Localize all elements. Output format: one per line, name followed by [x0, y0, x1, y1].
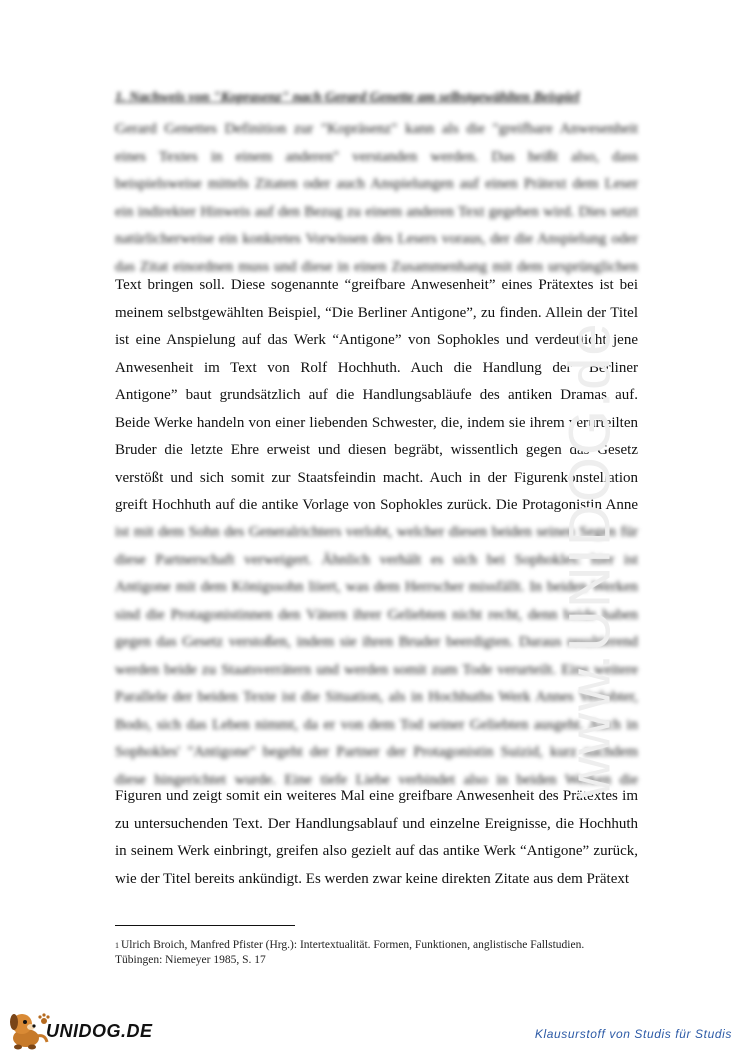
footnote: [115, 938, 645, 968]
text-line: Beide Werke handeln von einer liebenden Schwester, die, indem sie ihrem verurteilten: [115, 414, 638, 431]
text-line: natürlicherweise ein konkretes Vorwissen des Lesers voraus, der die Anspielung oder: [115, 231, 638, 247]
text-line: meinem selbstgewählten Beispiel, “Die Berliner Antigone”, zu finden. Allein der Titel: [115, 304, 638, 321]
text-line: eines Textes in einem anderen" verstanden werden. Das heißt also, dass: [115, 148, 638, 165]
text-line: Text bringen soll. Diese sogenannte “greifbare Anwesenheit” eines Prätextes ist bei: [115, 277, 638, 293]
text-line: Antigone mit dem Königssohn liiert, was dem Herrscher missfällt. In beiden Werken: [115, 579, 638, 595]
text-line: diese hingerichtet wurde. Eine tiefe Liebe verbindet also in beiden Werken die: [115, 771, 638, 788]
logo-text: UNIDOG.DE: [46, 1021, 153, 1041]
footnote-line-1: Ulrich Broich, Manfred Pfister (Hrg.): Intertextualität. Formen, Funktionen, anglistische Fallstudien.: [121, 939, 585, 951]
text-line: das Zitat einordnen muss und diese in einen Zusammenhang mit dem ursprünglichen: [115, 258, 638, 275]
text-line: verstößt und sich somit zur Staatsfeindin macht. Auch in der Figurenkonstellation: [115, 469, 638, 486]
footnote-number: 1: [115, 941, 119, 950]
unidog-logo[interactable]: [6, 1008, 166, 1052]
text-line: ein indirekter Hinweis auf den Bezug zu einem anderen Text gegeben wird. Dies setzt: [115, 203, 638, 220]
text-line: zu untersuchenden Text. Der Handlungsablauf und einzelne Ereignisse, die Hochhuth: [115, 815, 638, 832]
text-line: Figuren und zeigt somit ein weiteres Mal eine greifbare Anwesenheit des Prätextes im: [115, 788, 638, 804]
text-line: sind die Protagonistinnen den Vätern ihrer Geliebten nicht recht, denn beide haben: [115, 606, 638, 623]
text-line: werden beide zu Staatsverrätern und werden somit zum Tode verurteilt. Eine weitere: [115, 661, 638, 678]
text-line: Anwesenheit im Text von Rolf Hochhuth. Auch die Handlung der “Berliner: [115, 359, 638, 376]
text-line: Antigone” baut grundsätzlich auf die Handlungsabläufe des antiken Dramas auf.: [115, 387, 638, 403]
text-line: ist mit dem Sohn des Generalrichters verlobt, welcher diesen beiden seinen Segen für: [115, 524, 638, 540]
text-line: greift Hochhuth auf die antike Vorlage von Sophokles zurück. Die Protagonistin Anne: [115, 497, 638, 513]
footer-slogan: Klausurstoff von Studis für Studis: [534, 1027, 732, 1041]
watermark: www.UNIDOG.de: [557, 321, 623, 799]
visible-paragraph-bottom: [115, 783, 638, 893]
text-line: Bruder die letzte Ehre erweist und diesen begräbt, wissentlich gegen das Gesetz: [115, 442, 638, 458]
text-line: beispielsweise mittels Zitaten oder auch Anspielungen auf einen Prätext dem Leser: [115, 176, 638, 192]
text-line: in seinem Werk einbringt, greifen also gezielt auf das antike Werk “Antigone” zurück,: [115, 843, 638, 859]
text-line: wie der Titel bereits ankündigt. Es werden zwar keine direkten Zitate aus dem Prätext: [115, 870, 630, 887]
text-line: Gerard Genettes Definition zur "Kopräsenz" kann als die "greifbare Anwesenheit: [115, 121, 638, 137]
text-line: Parallele der beiden Texte ist die Situation, als in Hochhuths Werk Annes Verlobter,: [115, 689, 638, 705]
text-line: Bodo, sich das Leben nimmt, da er von dem Tod seiner Geliebten ausgeht. Auch in: [115, 716, 638, 733]
footnote-divider: [115, 925, 295, 926]
section-heading: 1. Nachweis von "Koprasenz" nach Gerard Genette am selbstgewählten Beispiel: [115, 90, 580, 105]
footnote-line-2: Tübingen: Niemeyer 1985, S. 17: [115, 954, 266, 966]
text-line: gegen das Gesetz verstoßen, indem sie ihren Bruder beerdigten. Daraus resultierend: [115, 634, 638, 650]
text-line: Sophokles' "Antigone" begeht der Partner der Protagonistin Suizid, kurz nachdem: [115, 744, 638, 760]
text-line: diese Partnerschaft verweigert. Ähnlich verhält es sich bei Sophokles: hier ist: [115, 551, 638, 568]
text-line: ist eine Anspielung auf das Werk “Antigone” von Sophokles und verdeutlicht jene: [115, 332, 638, 348]
blurred-paragraph-top: [115, 116, 638, 281]
